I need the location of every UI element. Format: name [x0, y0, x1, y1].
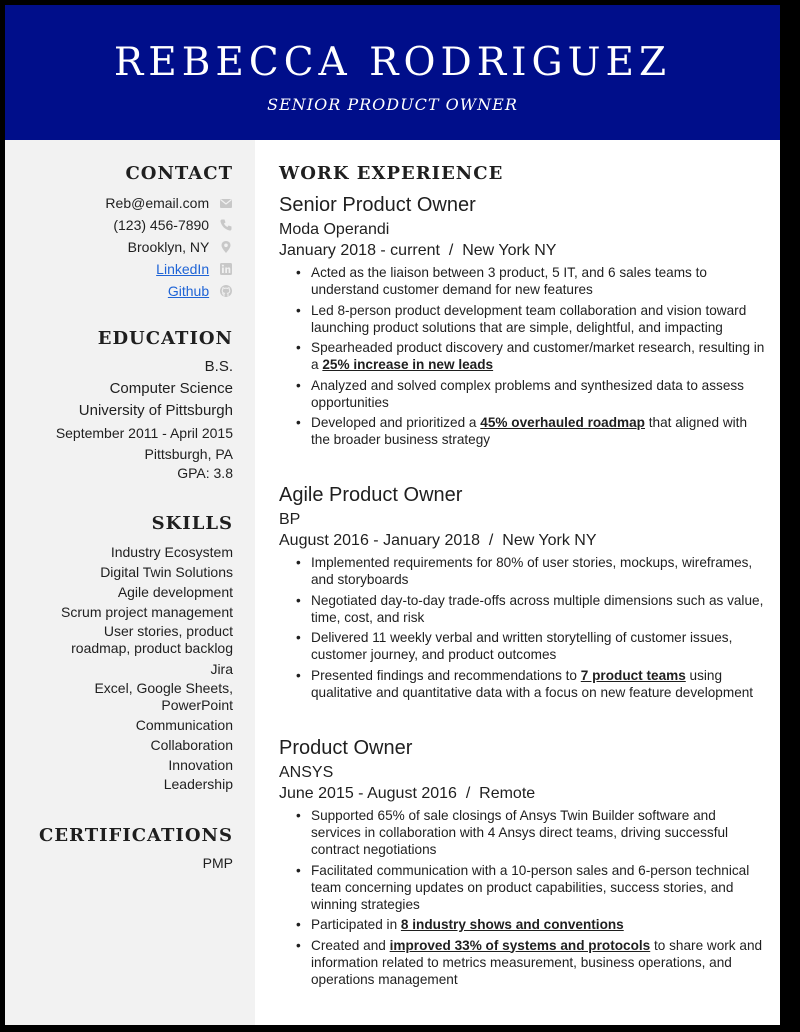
contact-phone-row — [113, 215, 233, 235]
contact-github-row — [168, 281, 233, 301]
job-bullet — [311, 592, 769, 626]
skill-item: Agile development — [117, 584, 233, 600]
skill-item: Leadership — [163, 776, 233, 792]
skill-item: Industry Ecosystem — [110, 544, 233, 560]
bullet-text: Developed and prioritized a — [311, 415, 481, 430]
bullet-text: Negotiated day-to-day trade-offs across multiple dimensions such as value, time, cost, and risk — [311, 592, 764, 625]
education-degree: B.S. — [204, 358, 233, 375]
education-location: Pittsburgh, PA — [144, 446, 233, 462]
phone-icon — [219, 218, 233, 232]
job-company: BP — [279, 511, 301, 528]
job-bullet — [311, 667, 769, 701]
bullet-highlight: 45% overhauled roadmap — [480, 415, 645, 430]
envelope-icon — [219, 196, 233, 210]
bullet-text: Delivered 11 weekly verbal and written storytelling of customer issues, customer journey, and product outcomes — [311, 630, 733, 662]
linkedin-icon — [219, 262, 233, 276]
bullet-text: that aligned with the broader business strategy — [311, 415, 748, 447]
job-bullet — [311, 916, 769, 933]
job-bullet — [311, 807, 769, 858]
contact-location: Brooklyn, NY — [127, 239, 210, 255]
work-experience-heading: WORK EXPERIENCE — [279, 163, 504, 184]
bullet-text: to share work and information related to metrics measurement, business operations, and operations management — [311, 937, 763, 987]
skill-item: roadmap, product backlog — [71, 640, 233, 656]
candidate-title: SENIOR PRODUCT OWNER — [267, 95, 518, 114]
bullet-text: Presented findings and recommendations to — [311, 667, 581, 683]
education-gpa: GPA: 3.8 — [177, 465, 233, 481]
bullet-highlight: improved 33% of systems and protocols — [389, 937, 651, 953]
job-bullets — [279, 264, 769, 452]
job-title: Product Owner — [279, 737, 413, 759]
education-heading: EDUCATION — [97, 328, 233, 349]
job-bullet — [311, 862, 769, 913]
bullet-text: Led 8-person product development team collaboration and vision toward launching product solutions that are simple, delightful, and impacting — [311, 302, 747, 335]
skill-item: PowerPoint — [161, 697, 233, 713]
contact-email-row — [105, 193, 233, 213]
job-bullet — [311, 629, 769, 663]
bullet-highlight: 25% increase in new leads — [322, 357, 494, 372]
job-bullet — [311, 377, 769, 411]
resume-header — [5, 5, 780, 140]
bullet-highlight: 7 product teams — [580, 667, 686, 683]
job-bullet — [311, 554, 769, 588]
education-major: Computer Science — [109, 380, 233, 397]
skill-item: Communication — [135, 717, 233, 733]
job-bullet — [311, 264, 769, 298]
skill-item: Innovation — [168, 757, 233, 773]
bullet-highlight: 8 industry shows and conventions — [400, 917, 624, 932]
skill-item: Digital Twin Solutions — [100, 564, 233, 580]
job-company: ANSYS — [279, 764, 334, 781]
candidate-name: REBECCA RODRIGUEZ — [113, 40, 672, 85]
contact-heading: CONTACT — [125, 163, 233, 184]
job-title: Agile Product Owner — [279, 484, 463, 506]
job-bullet — [311, 302, 769, 336]
skill-item: Collaboration — [150, 737, 233, 753]
job-bullets — [279, 807, 769, 991]
skill-item: Excel, Google Sheets, — [94, 680, 233, 696]
bullet-text: Participated in — [311, 917, 401, 932]
contact-linkedin-row — [156, 259, 233, 279]
certification-item: PMP — [202, 855, 233, 871]
skill-item: Jira — [210, 661, 233, 677]
contact-phone: (123) 456-7890 — [113, 217, 210, 233]
job-dates: June 2015 - August 2016 / Remote — [279, 785, 536, 802]
certifications-heading: CERTIFICATIONS — [39, 825, 233, 846]
job-title: Senior Product Owner — [279, 194, 476, 216]
contact-email: Reb@email.com — [105, 195, 210, 211]
job-bullet — [311, 937, 769, 988]
bullet-text: Spearheaded product discovery and customer/market research, resulting in a — [311, 340, 765, 372]
education-dates: September 2011 - April 2015 — [55, 425, 233, 441]
github-icon — [219, 284, 233, 298]
location-pin-icon — [219, 240, 233, 254]
bullet-text: Facilitated communication with a 10-person sales and 6-person technical team concerning updates on product capabilities, success stories, and winning strategies — [311, 862, 750, 912]
github-link[interactable]: Github — [167, 283, 210, 299]
job-dates: January 2018 - current / New York NY — [279, 242, 557, 259]
skills-heading: SKILLS — [151, 513, 233, 534]
bullet-text: Acted as the liaison between 3 product, 5 IT, and 6 sales teams to understand customer demand for new features — [311, 265, 707, 297]
job-dates: August 2016 - January 2018 / New York NY — [279, 532, 597, 549]
bullet-text: Analyzed and solved complex problems and synthesized data to assess opportunities — [311, 377, 744, 410]
job-bullet — [311, 339, 769, 373]
bullet-text: Created and — [311, 937, 390, 953]
skill-item: User stories, product — [103, 623, 233, 639]
sidebar — [5, 140, 255, 1025]
job-company: Moda Operandi — [279, 221, 390, 238]
bullet-text: Supported 65% of sale closings of Ansys Twin Builder software and services in collaboration with 4 Ansys direct teams, driving successful contract negotiations — [311, 808, 729, 857]
resume-page — [5, 5, 780, 1025]
job-bullet — [311, 414, 769, 448]
skill-item: Scrum project management — [61, 604, 233, 620]
education-school: University of Pittsburgh — [78, 402, 233, 419]
bullet-text: Implemented requirements for 80% of user stories, mockups, wireframes, and storyboards — [311, 555, 753, 587]
bullet-text: using qualitative and quantitative data with a focus on new feature development — [311, 667, 754, 700]
linkedin-link[interactable]: LinkedIn — [156, 261, 210, 277]
job-bullets — [279, 554, 769, 704]
contact-location-row — [128, 237, 233, 257]
